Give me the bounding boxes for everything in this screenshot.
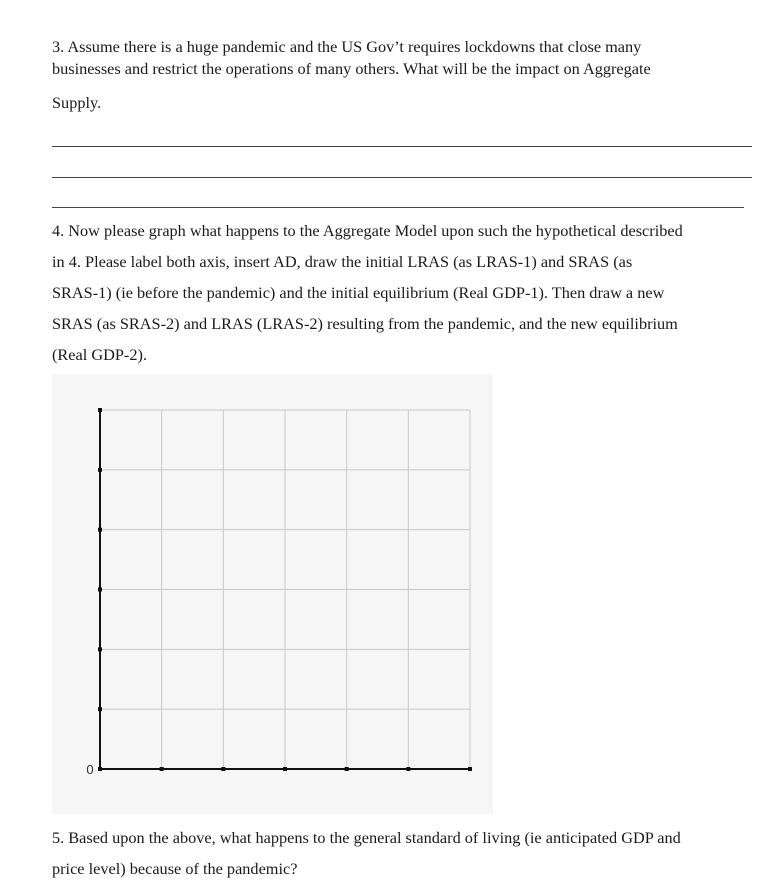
question-4-line-1: 4. Now please graph what happens to the Aggregate Model upon such the hypothetical described — [52, 221, 683, 240]
gridlines — [100, 410, 470, 769]
question-4-line-3: SRAS-1) (ie before the pandemic) and the initial equilibrium (Real GDP-1). Then draw a new — [52, 283, 665, 302]
question-3-line-3: Supply. — [52, 93, 102, 112]
y-axis-tick — [98, 528, 102, 532]
question-5-line-1: 5. Based upon the above, what happens to the general standard of living (ie anticipated GDP and — [52, 828, 681, 847]
y-axis-tick — [98, 468, 102, 472]
origin-label: 0 — [86, 762, 94, 777]
question-4-line-5: (Real GDP-2). — [52, 345, 147, 364]
question-4-line-4: SRAS (as SRAS-2) and LRAS (LRAS-2) resulting from the pandemic, and the new equilibrium — [52, 314, 678, 333]
graph-area[interactable] — [52, 374, 493, 814]
x-axis-tick — [345, 767, 349, 771]
y-axis-tick — [98, 707, 102, 711]
question-3-line-1: 3. Assume there is a huge pandemic and the US Gov’t requires lockdowns that close many — [52, 37, 642, 56]
question-5-line-2: price level) because of the pandemic? — [52, 859, 298, 878]
answer-line-2[interactable] — [52, 177, 752, 178]
x-axis-tick — [221, 767, 225, 771]
y-axis-tick — [98, 647, 102, 651]
x-axis-tick — [160, 767, 164, 771]
y-axis-tick — [98, 588, 102, 592]
answer-line-1[interactable] — [52, 146, 752, 147]
y-axis-tick — [98, 408, 102, 412]
x-axis-tick — [468, 767, 472, 771]
graph-grid[interactable] — [52, 374, 493, 814]
x-axis-tick — [283, 767, 287, 771]
x-axis-tick — [406, 767, 410, 771]
question-4-line-2: in 4. Please label both axis, insert AD, draw the initial LRAS (as LRAS-1) and SRAS (as — [52, 252, 633, 271]
question-3-line-2: businesses and restrict the operations of many others. What will be the impact on Aggregate — [52, 59, 651, 78]
origin-tick — [98, 767, 102, 771]
answer-line-3[interactable] — [52, 207, 744, 208]
